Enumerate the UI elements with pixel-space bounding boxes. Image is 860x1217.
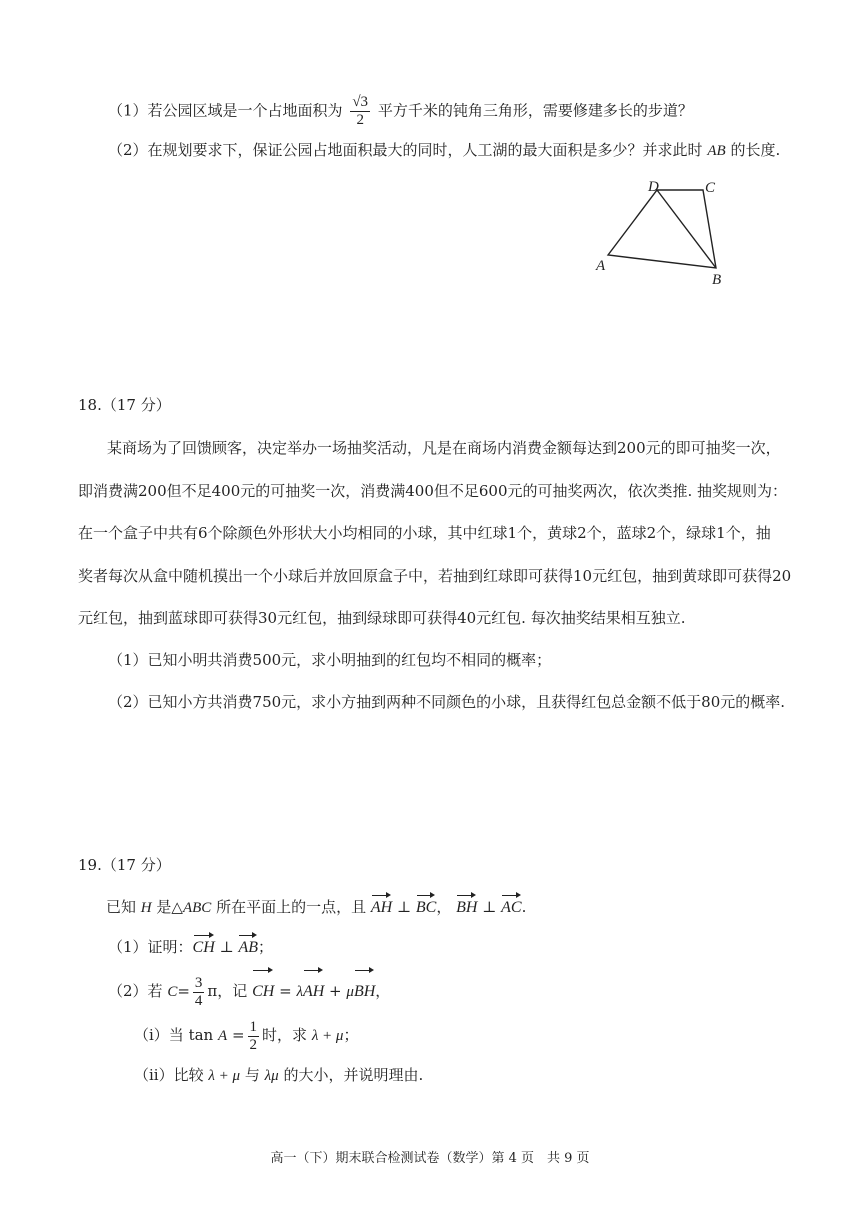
one-half-fraction [248, 1019, 260, 1054]
q17-sub1-text-b: 平方千米的钝角三角形，需要修建多长的步道？ [377, 101, 693, 120]
vector-bh: BH [354, 968, 375, 1012]
vector-bc: BC [416, 893, 436, 919]
label-b: B [712, 272, 722, 288]
pi-text: π，记 [207, 982, 248, 1000]
q19-ii-text-c: 的大小，并说明理由. [283, 1066, 424, 1084]
q19-sub2-ii [134, 1064, 423, 1087]
period: . [521, 898, 527, 916]
triangle-abc: ABC [182, 900, 212, 916]
angle-a: A [217, 1028, 228, 1044]
vector-ch: CH [252, 968, 274, 1012]
fraction-numerator: 3 [194, 974, 203, 991]
vector-ch: CH [193, 933, 215, 959]
q18-line-1: 某商场为了回馈顾客，决定举办一场抽奖活动，凡是在商场内消费金额每达到200元的即可抽奖一次， [107, 439, 781, 457]
q19-intro-text-b: 是△ [156, 898, 183, 916]
lambda-times-mu: λμ [264, 1068, 279, 1084]
quadrilateral-abcd [608, 190, 716, 268]
q18-sub2: （2）已知小方共消费750元，求小方抽到两种不同颜色的小球，且获得红包总金额不低于80元的概率. [108, 693, 786, 711]
plus: + [329, 982, 342, 1000]
label-d: D [648, 179, 659, 195]
vector-ah: AH [303, 968, 324, 1012]
fraction-numerator: 1 [249, 1018, 258, 1035]
fraction-numerator: √3 [352, 94, 369, 110]
q17-sub2-text-a: （2）在规划要求下，保证公园占地面积最大的同时，人工湖的最大面积是多少？并求此时 [108, 141, 703, 159]
q19-sub2-text: （2）若 [108, 982, 163, 1000]
vector-ac: AC [501, 893, 521, 919]
lambda-plus-mu: λ + μ [208, 1068, 241, 1084]
q19-intro-text-c: 所在平面上的一点，且 [216, 898, 367, 916]
q19-sub1 [108, 933, 273, 959]
segment-ab: AB [707, 143, 726, 159]
q18-sub1: （1）已知小明共消费500元，求小明抽到的红包均不相同的概率； [108, 651, 552, 669]
vector-bh: BH [456, 893, 477, 919]
q17-sub2-text-b: 的长度. [730, 141, 781, 159]
q19-i-text-b: 时，求 [262, 1026, 308, 1044]
three-quarters-fraction [193, 975, 205, 1010]
quadrilateral-figure [0, 0, 860, 300]
perp-symbol: ⊥ [397, 898, 412, 916]
perp-symbol: ⊥ [219, 938, 234, 956]
label-a: A [596, 258, 606, 274]
semicolon: ； [343, 1026, 359, 1044]
q19-ii-text-b: 与 [244, 1066, 260, 1084]
q19-ii-text-a: （ii）比较 [134, 1066, 204, 1084]
diagonal-db [657, 190, 716, 268]
fraction-denominator: 4 [194, 992, 203, 1009]
page-footer: 高一（下）期末联合检测试卷（数学）第 4 页 共 9 页 [270, 1151, 590, 1166]
q19-intro [106, 893, 526, 919]
fraction-denominator: 2 [356, 112, 364, 128]
comma: ， [375, 982, 391, 1000]
lambda: λ [296, 984, 303, 1000]
equals: = [231, 1026, 245, 1044]
equals: = [177, 982, 190, 1000]
q17-sub1-text-a: （1）若公园区域是一个占地面积为 [108, 101, 343, 120]
q18-line-2: 即消费满200但不足400元的可抽奖一次，消费满400但不足600元的可抽奖两次，依次类推. 抽奖规则为： [78, 482, 788, 500]
semicolon: ； [258, 938, 274, 956]
label-c: C [705, 180, 716, 196]
q18-header: 18.（17 分） [78, 396, 171, 414]
point-h: H [140, 900, 152, 916]
q19-sub1-text: （1）证明： [108, 938, 193, 956]
q19-sub2-i [134, 1015, 358, 1056]
mu: μ [346, 984, 354, 1000]
equals: = [279, 982, 292, 1000]
q19-header: 19.（17 分） [78, 856, 171, 874]
q19-intro-text-a: 已知 [106, 898, 137, 916]
vector-ah: AH [371, 893, 392, 919]
vector-ab: AB [238, 933, 258, 959]
perp-symbol: ⊥ [482, 898, 497, 916]
angle-c: C [167, 984, 178, 1000]
lambda-plus-mu: λ + μ [311, 1028, 344, 1044]
comma: ， [436, 898, 452, 916]
q18-line-5: 元红包，抽到蓝球即可获得30元红包，抽到绿球即可获得40元红包. 每次抽奖结果相互独立. [78, 609, 686, 627]
q18-line-3: 在一个盒子中共有6个除颜色外形状大小均相同的小球，其中红球1个，黄球2个，蓝球2个，绿球1个，抽 [78, 524, 771, 542]
q19-i-text-a: （i）当 tan [134, 1026, 214, 1044]
q19-sub2 [108, 968, 390, 1012]
q18-line-4: 奖者每次从盒中随机摸出一个小球后并放回原盒子中，若抽到红球即可获得10元红包，抽到黄球即可获得20 [78, 567, 792, 585]
fraction-denominator: 2 [249, 1036, 258, 1053]
